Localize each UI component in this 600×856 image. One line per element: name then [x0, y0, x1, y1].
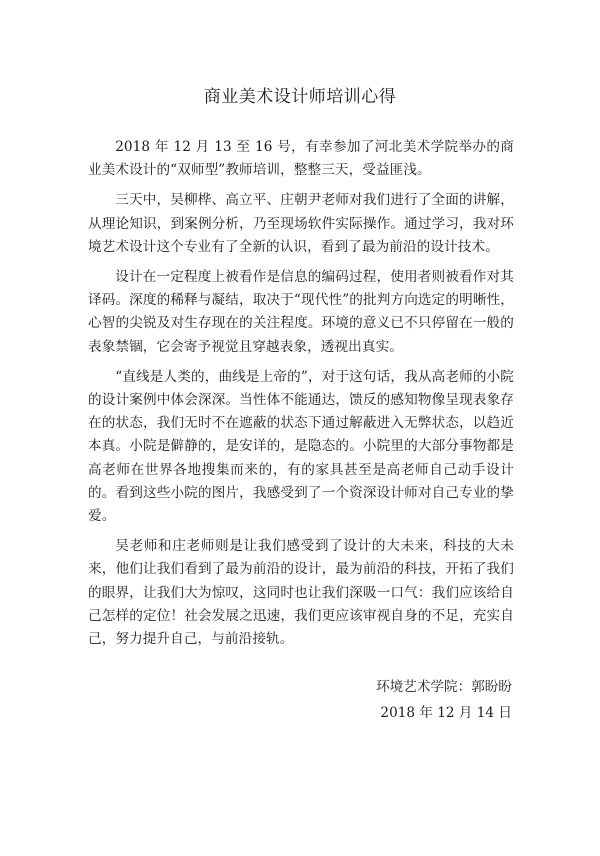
signature-date: 2018 年 12 月 14 日 — [380, 705, 512, 721]
paragraph-2: 三天中，吴柳桦、高立平、庄朝尹老师对我们进行了全面的讲解，从理论知识，到案例分析，乃至现场软件实际操作。通过学习，我对环境艺术设计这个专业有了全新的认识，看到了最为前沿的设计技术。 — [88, 192, 514, 255]
paragraph-3: 设计在一定程度上被看作是信息的编码过程，使用者则被看作对其译码。深度的稀释与凝结，取决于“现代性”的批判方向选定的明晰性，心智的尖锐及对生存现在的关注程度。环境的意义已不只停留在一般的表象禁锢，它会寄予视觉且穿越表象，透视出真实。 — [88, 269, 514, 355]
paragraph-4: “直线是人类的，曲线是上帝的”，对于这句话，我从高老师的小院的设计案例中体会深深。当性体不能通达，馈反的感知物像呈现表象存在的状态，我们无时不在遮蔽的状态下通过解蔽进入无弊状态，以趋近本真。小院是僻静的，是安详的，是隐态的。小院里的大部分事物都是高老师在世界各地搜集而来的，有的家具甚至是高老师自己动手设计的。看到这些小院的图片，我感受到了一个资深设计师对自己专业的挚爱。 — [88, 368, 514, 525]
signature-author: 环境艺术学院：郭盼盼 — [376, 679, 512, 695]
signature-block — [376, 674, 512, 726]
document-body — [88, 136, 514, 658]
paragraph-5: 吴老师和庄老师则是让我们感受到了设计的大未来，科技的大未来，他们让我们看到了最为前沿的设计，最为前沿的科技，开拓了我们的眼界，让我们大为惊叹，这同时也让我们深吸一口气：我们应该给自己怎样的定位！社会发展之迅速，我们更应该审视自身的不足，充实自己，努力提升自己，与前沿接轨。 — [88, 538, 514, 648]
document-title: 商业美术设计师培训心得 — [203, 87, 397, 107]
paragraph-1: 2018 年 12 月 13 至 16 号，有幸参加了河北美术学院举办的商业美术设计的“双师型”教师培训，整整三天，受益匪浅。 — [88, 139, 514, 179]
